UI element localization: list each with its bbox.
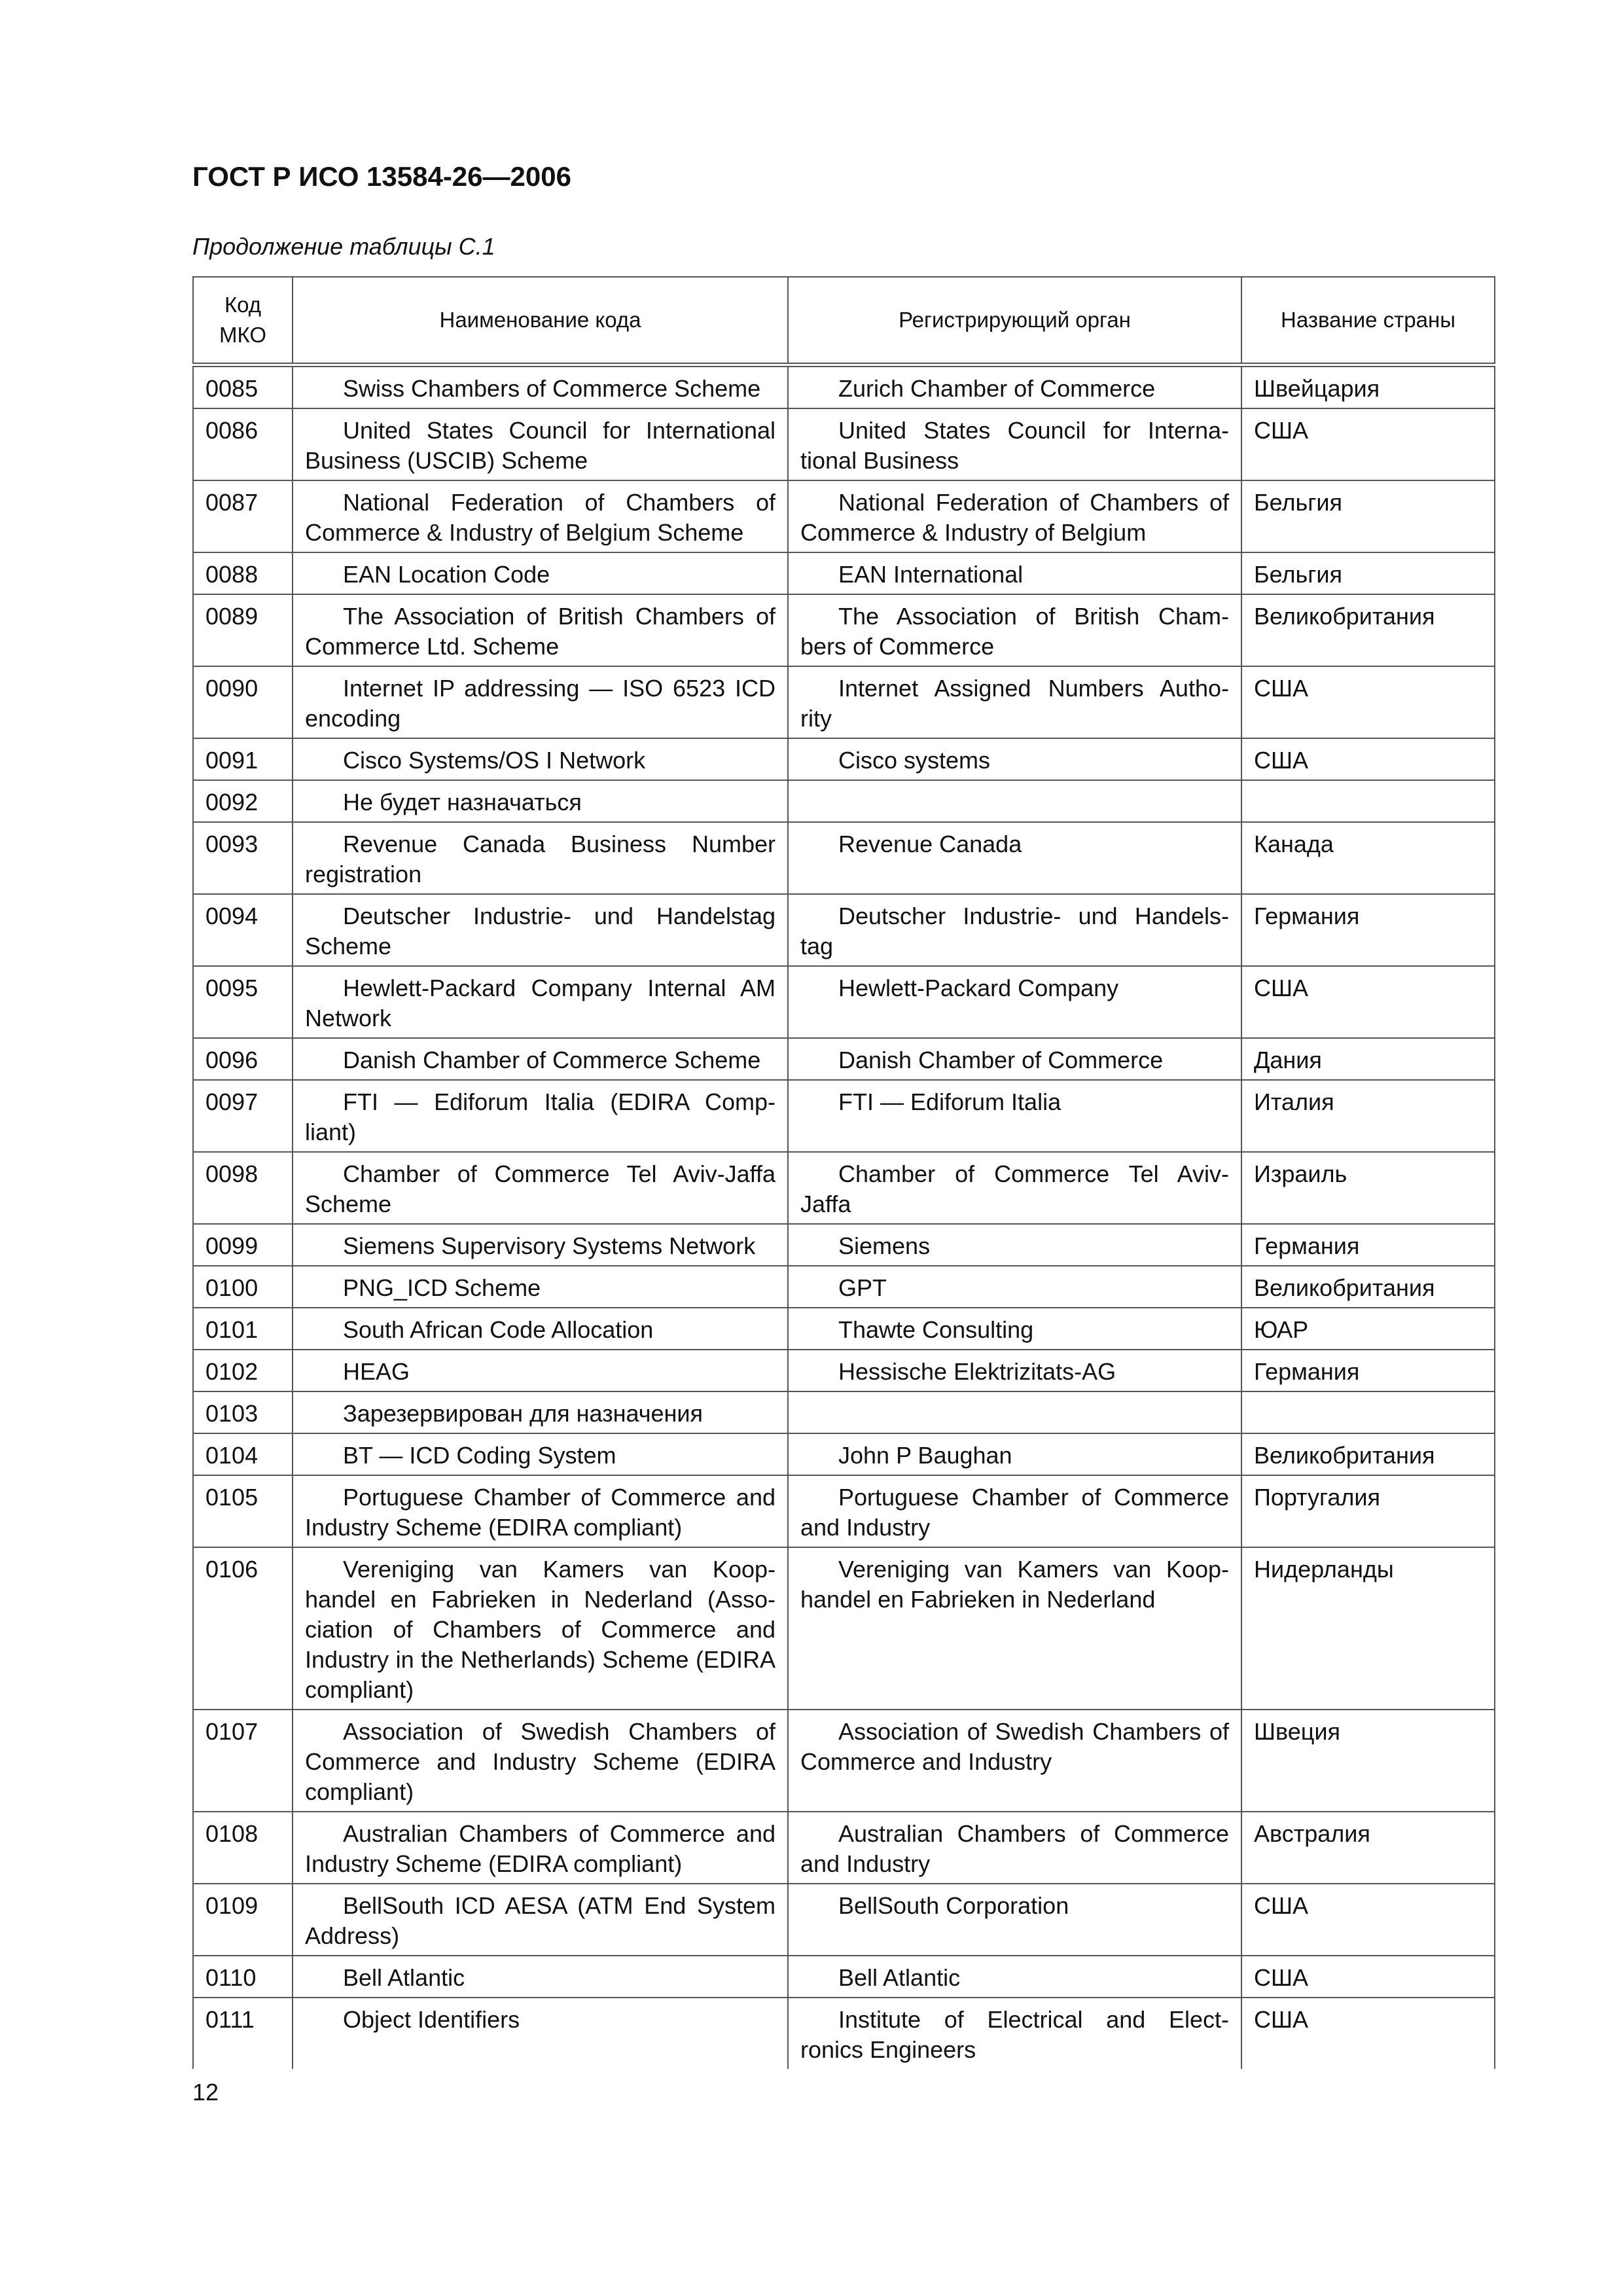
cell-country: Швейцария [1241,365,1495,409]
cell-code: 0095 [193,966,293,1038]
cell-code: 0100 [193,1266,293,1308]
table-row [193,1710,1495,1812]
cell-registrar: John P Baughan [788,1433,1241,1475]
cell-country: ЮАР [1241,1308,1495,1350]
table-row [193,1812,1495,1884]
cell-code: 0092 [193,780,293,822]
cell-country: Германия [1241,1224,1495,1266]
cell-country: Великобритания [1241,594,1495,666]
cell-code: 0087 [193,480,293,552]
cell-registrar: Thawte Consulting [788,1308,1241,1350]
table-row [193,822,1495,894]
cell-country: Бельгия [1241,552,1495,594]
cell-registrar: Deutscher Industrie- und Handels- tag [788,894,1241,966]
cell-name: Swiss Chambers of Commerce Scheme [293,365,788,409]
header-country: Название страны [1241,277,1495,365]
cell-code: 0107 [193,1710,293,1812]
cell-registrar: Portuguese Chamber of Commerce and Industry [788,1475,1241,1547]
cell-code: 0108 [193,1812,293,1884]
header-code [193,277,293,365]
cell-registrar: Chamber of Commerce Tel Aviv- Jaffa [788,1152,1241,1224]
cell-registrar: Revenue Canada [788,822,1241,894]
cell-code: 0094 [193,894,293,966]
cell-country: Германия [1241,1350,1495,1391]
cell-name: FTI — Ediforum Italia (EDIRA Comp- liant) [293,1080,788,1152]
cell-registrar: Danish Chamber of Commerce [788,1038,1241,1080]
cell-name: Vereniging van Kamers van Koop- handel en Fabrieken in Nederland (Asso- ciation of Chambers of Commerce and Industry in the Netherlands) Scheme (EDIRA compliant) [293,1547,788,1710]
cell-name: Chamber of Commerce Tel Aviv-Jaffa Scheme [293,1152,788,1224]
cell-name: EAN Location Code [293,552,788,594]
cell-name: Deutscher Industrie- und Handelstag Scheme [293,894,788,966]
cell-name: South African Code Allocation [293,1308,788,1350]
cell-name: Зарезервирован для назначения [293,1391,788,1433]
table-row [193,966,1495,1038]
table-row [193,1547,1495,1710]
cell-country: Германия [1241,894,1495,966]
cell-name: Portuguese Chamber of Commerce and Industry Scheme (EDIRA compliant) [293,1475,788,1547]
cell-country: США [1241,738,1495,780]
cell-name: Australian Chambers of Commerce and Industry Scheme (EDIRA compliant) [293,1812,788,1884]
table-row [193,594,1495,666]
cell-code: 0085 [193,365,293,409]
cell-code: 0104 [193,1433,293,1475]
cell-code: 0093 [193,822,293,894]
cell-name: United States Council for International Business (USCIB) Scheme [293,408,788,480]
cell-registrar: Hessische Elektrizitats-AG [788,1350,1241,1391]
cell-registrar: EAN International [788,552,1241,594]
cell-code: 0106 [193,1547,293,1710]
table-row [193,1266,1495,1308]
cell-registrar: Siemens [788,1224,1241,1266]
cell-country: США [1241,1956,1495,1998]
cell-registrar: Cisco systems [788,738,1241,780]
document-header: ГОСТ Р ИСО 13584-26—2006 [192,161,571,192]
header-row [193,277,1495,365]
cell-registrar: Hewlett-Packard Company [788,966,1241,1038]
cell-name: PNG_ICD Scheme [293,1266,788,1308]
cell-code: 0109 [193,1884,293,1956]
cell-country: Великобритания [1241,1266,1495,1308]
cell-code: 0110 [193,1956,293,1998]
table-row [193,738,1495,780]
cell-registrar [788,780,1241,822]
table-row [193,1308,1495,1350]
table-row [193,1884,1495,1956]
cell-code: 0090 [193,666,293,738]
cell-country: Австралия [1241,1812,1495,1884]
cell-code: 0102 [193,1350,293,1391]
cell-name: BellSouth ICD AESA (ATM End System Address) [293,1884,788,1956]
cell-code: 0111 [193,1998,293,2069]
table-row [193,408,1495,480]
table-row [193,894,1495,966]
table-row [193,1433,1495,1475]
cell-country: Бельгия [1241,480,1495,552]
cell-country: Израиль [1241,1152,1495,1224]
cell-country: Нидерланды [1241,1547,1495,1710]
cell-name: Danish Chamber of Commerce Scheme [293,1038,788,1080]
icd-codes-table [192,276,1495,2069]
cell-name: Cisco Systems/OS I Network [293,738,788,780]
table-row [193,1475,1495,1547]
cell-code: 0101 [193,1308,293,1350]
cell-registrar: Bell Atlantic [788,1956,1241,1998]
cell-registrar: Internet Assigned Numbers Autho- rity [788,666,1241,738]
cell-code: 0096 [193,1038,293,1080]
table-row [193,365,1495,409]
table-row [193,1224,1495,1266]
cell-registrar: National Federation of Chambers of Commerce & Industry of Belgium [788,480,1241,552]
cell-country: Швеция [1241,1710,1495,1812]
cell-country: США [1241,1884,1495,1956]
cell-name: Association of Swedish Chambers of Commerce and Industry Scheme (EDIRA compliant) [293,1710,788,1812]
cell-registrar: BellSouth Corporation [788,1884,1241,1956]
cell-name: Siemens Supervisory Systems Network [293,1224,788,1266]
table-row [193,1080,1495,1152]
table-row [193,1038,1495,1080]
cell-country: США [1241,1998,1495,2069]
cell-code: 0089 [193,594,293,666]
table-caption: Продолжение таблицы С.1 [192,233,495,260]
cell-code: 0105 [193,1475,293,1547]
cell-code: 0103 [193,1391,293,1433]
table-row [193,1998,1495,2069]
cell-country [1241,1391,1495,1433]
cell-code: 0098 [193,1152,293,1224]
cell-name: Bell Atlantic [293,1956,788,1998]
table-row [193,552,1495,594]
cell-code: 0091 [193,738,293,780]
cell-name: National Federation of Chambers of Commerce & Industry of Belgium Scheme [293,480,788,552]
header-code-line1: Код [224,293,262,317]
cell-country: Португалия [1241,1475,1495,1547]
cell-country: Дания [1241,1038,1495,1080]
header-name: Наименование кода [293,277,788,365]
cell-registrar: Vereniging van Kamers van Koop- handel en Fabrieken in Nederland [788,1547,1241,1710]
cell-name: HEAG [293,1350,788,1391]
cell-country: США [1241,966,1495,1038]
cell-registrar: Institute of Electrical and Elect- ronics Engineers [788,1998,1241,2069]
cell-name: Object Identifiers [293,1998,788,2069]
cell-code: 0097 [193,1080,293,1152]
table-row [193,780,1495,822]
cell-registrar: GPT [788,1266,1241,1308]
cell-registrar [788,1391,1241,1433]
cell-country: США [1241,666,1495,738]
cell-code: 0086 [193,408,293,480]
table-row [193,1391,1495,1433]
table-row [193,480,1495,552]
cell-code: 0099 [193,1224,293,1266]
header-registrar: Регистрирующий орган [788,277,1241,365]
table-row [193,1152,1495,1224]
table-header [193,277,1495,365]
cell-name: Revenue Canada Business Number registration [293,822,788,894]
header-code-line2: МКО [219,323,266,347]
cell-name: Internet IP addressing — ISO 6523 ICD encoding [293,666,788,738]
cell-country [1241,780,1495,822]
cell-registrar: Australian Chambers of Commerce and Industry [788,1812,1241,1884]
cell-registrar: The Association of British Cham- bers of Commerce [788,594,1241,666]
cell-registrar: Zurich Chamber of Commerce [788,365,1241,409]
page-number: 12 [192,2079,219,2106]
cell-registrar: FTI — Ediforum Italia [788,1080,1241,1152]
cell-registrar: Association of Swedish Chambers of Commerce and Industry [788,1710,1241,1812]
cell-name: Hewlett-Packard Company Internal AM Network [293,966,788,1038]
cell-code: 0088 [193,552,293,594]
cell-country: Великобритания [1241,1433,1495,1475]
cell-name: BT — ICD Coding System [293,1433,788,1475]
cell-name: Не будет назначаться [293,780,788,822]
cell-country: Канада [1241,822,1495,894]
cell-country: США [1241,408,1495,480]
table-row [193,1350,1495,1391]
cell-name: The Association of British Chambers of Commerce Ltd. Scheme [293,594,788,666]
table-row [193,1956,1495,1998]
table-row [193,666,1495,738]
cell-registrar: United States Council for Interna- tional Business [788,408,1241,480]
table-body [193,365,1495,2070]
cell-country: Италия [1241,1080,1495,1152]
